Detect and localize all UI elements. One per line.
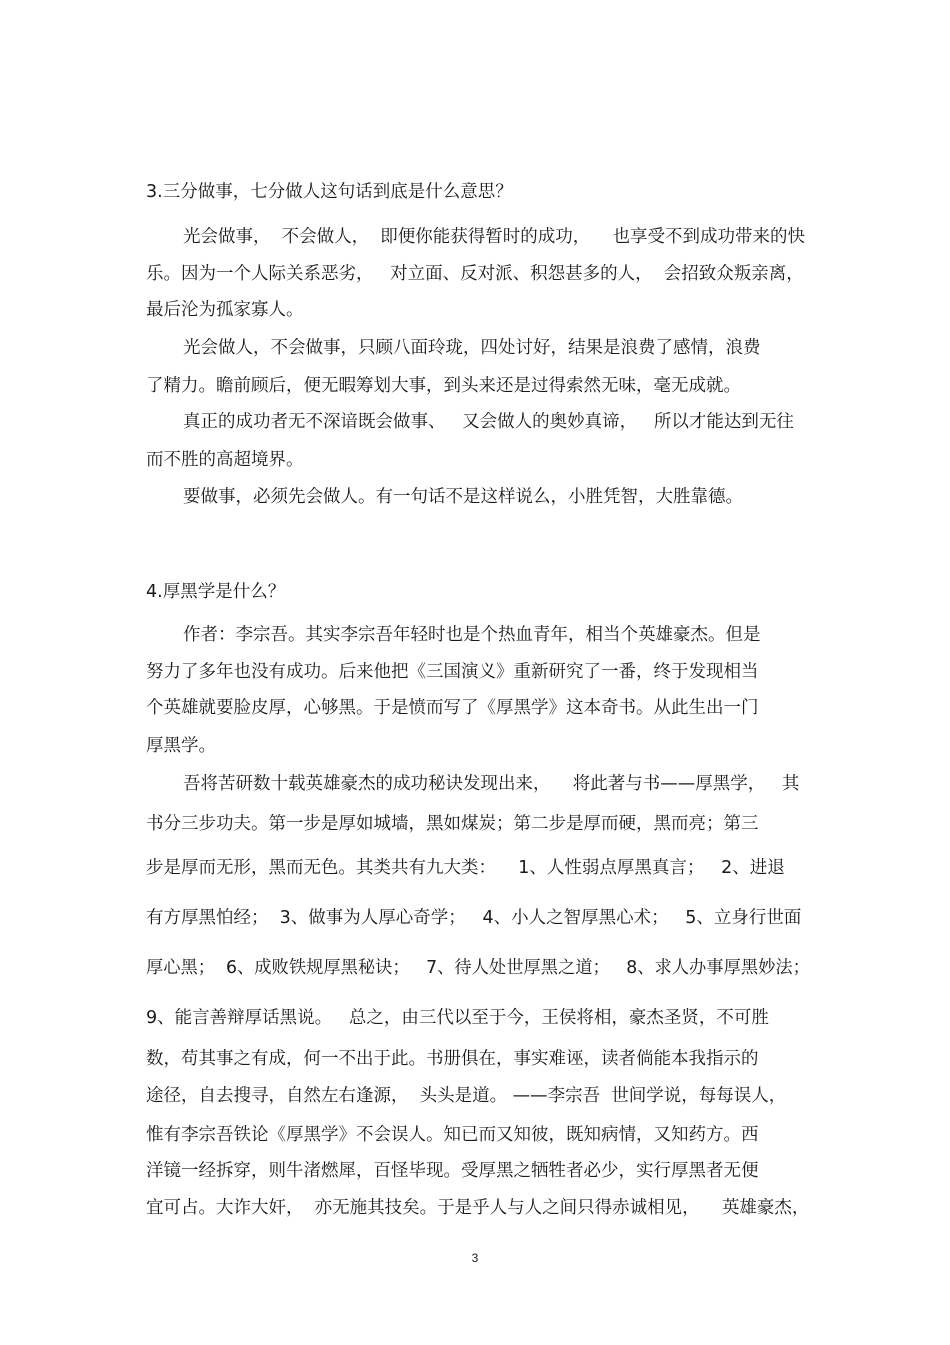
section-3-line: 光会做事， 不会做人， 即便你能获得暂时的成功， 也享受不到成功带来的快 — [183, 227, 805, 247]
section-4-line: 途径，自去搜寻，自然左右逢源， 头头是道。 ——李宗吾 世间学说，每每误人， — [146, 1086, 787, 1106]
section-4-line: 步是厚而无形，黑而无色。其类共有九大类： 1、人性弱点厚黑真言； 2、进退 — [146, 858, 785, 878]
section-4-line: 惟有李宗吾铁论《厚黑学》不会误人。知已而又知彼，既知病情，又知药方。西 — [146, 1125, 759, 1145]
section-3-line: 乐。因为一个人际关系恶劣， 对立面、反对派、积怨甚多的人， 会招致众叛亲离， — [146, 264, 804, 284]
section-4-line: 洋镜一经拆穿，则牛渚燃犀，百怪毕现。受厚黑之牺牲者必少，实行厚黑者无便 — [146, 1161, 759, 1181]
section-4-line: 宜可占。大诈大奸， 亦无施其技矣。于是乎人与人之间只得赤诚相见， 英雄豪杰， — [146, 1198, 810, 1218]
section-4-line: 数，苟其事之有成，何一不出于此。书册俱在，事实难诬，读者倘能本我指示的 — [146, 1049, 759, 1069]
section-3-line: 了精力。瞻前顾后，便无暇筹划大事，到头来还是过得索然无味，毫无成就。 — [146, 376, 741, 396]
section-4-line: 9、能言善辩厚话黑说。 总之，由三代以至于今，王侯将相，豪杰圣贤，不可胜 — [146, 1008, 769, 1028]
section-4-line: 作者：李宗吾。其实李宗吾年轻时也是个热血青年，相当个英雄豪杰。但是 — [183, 625, 761, 645]
section-3-line: 要做事，必须先会做人。有一句话不是这样说么，小胜凭智，大胜靠德。 — [183, 487, 743, 507]
section-4-line: 努力了多年也没有成功。后来他把《三国演义》重新研究了一番，终于发现相当 — [146, 662, 759, 682]
section-4-line: 有方厚黑怕经； 3、做事为人厚心奇学； 4、小人之智厚黑心术； 5、立身行世面 — [146, 908, 802, 928]
section-3-line: 而不胜的高超境界。 — [146, 450, 304, 470]
section-4-line: 书分三步功夫。第一步是厚如城墙，黑如煤炭；第二步是厚而硬，黑而亮；第三 — [146, 814, 759, 834]
section-3-line: 光会做人，不会做事，只顾八面玲珑，四处讨好，结果是浪费了感情，浪费 — [183, 338, 761, 358]
section-4-heading: 4.厚黑学是什么？ — [146, 582, 286, 602]
section-3-line: 最后沦为孤家寡人。 — [146, 300, 304, 320]
section-3-line: 真正的成功者无不深谙既会做事、 又会做人的奥妙真谛， 所以才能达到无往 — [183, 412, 794, 432]
section-4-line: 吾将苦研数十载英雄豪杰的成功秘诀发现出来， 将此著与书——厚黑学， 其 — [183, 774, 800, 794]
section-4-line: 厚黑学。 — [146, 736, 216, 756]
section-3-heading: 3.三分做事，七分做人这句话到底是什么意思？ — [146, 182, 513, 202]
page-number: 3 — [471, 1251, 479, 1265]
section-4-line: 厚心黑； 6、成败铁规厚黑秘诀； 7、待人处世厚黑之道； 8、求人办事厚黑妙法； — [146, 958, 810, 978]
section-4-line: 个英雄就要脸皮厚，心够黑。于是愤而写了《厚黑学》这本奇书。从此生出一门 — [146, 698, 759, 718]
